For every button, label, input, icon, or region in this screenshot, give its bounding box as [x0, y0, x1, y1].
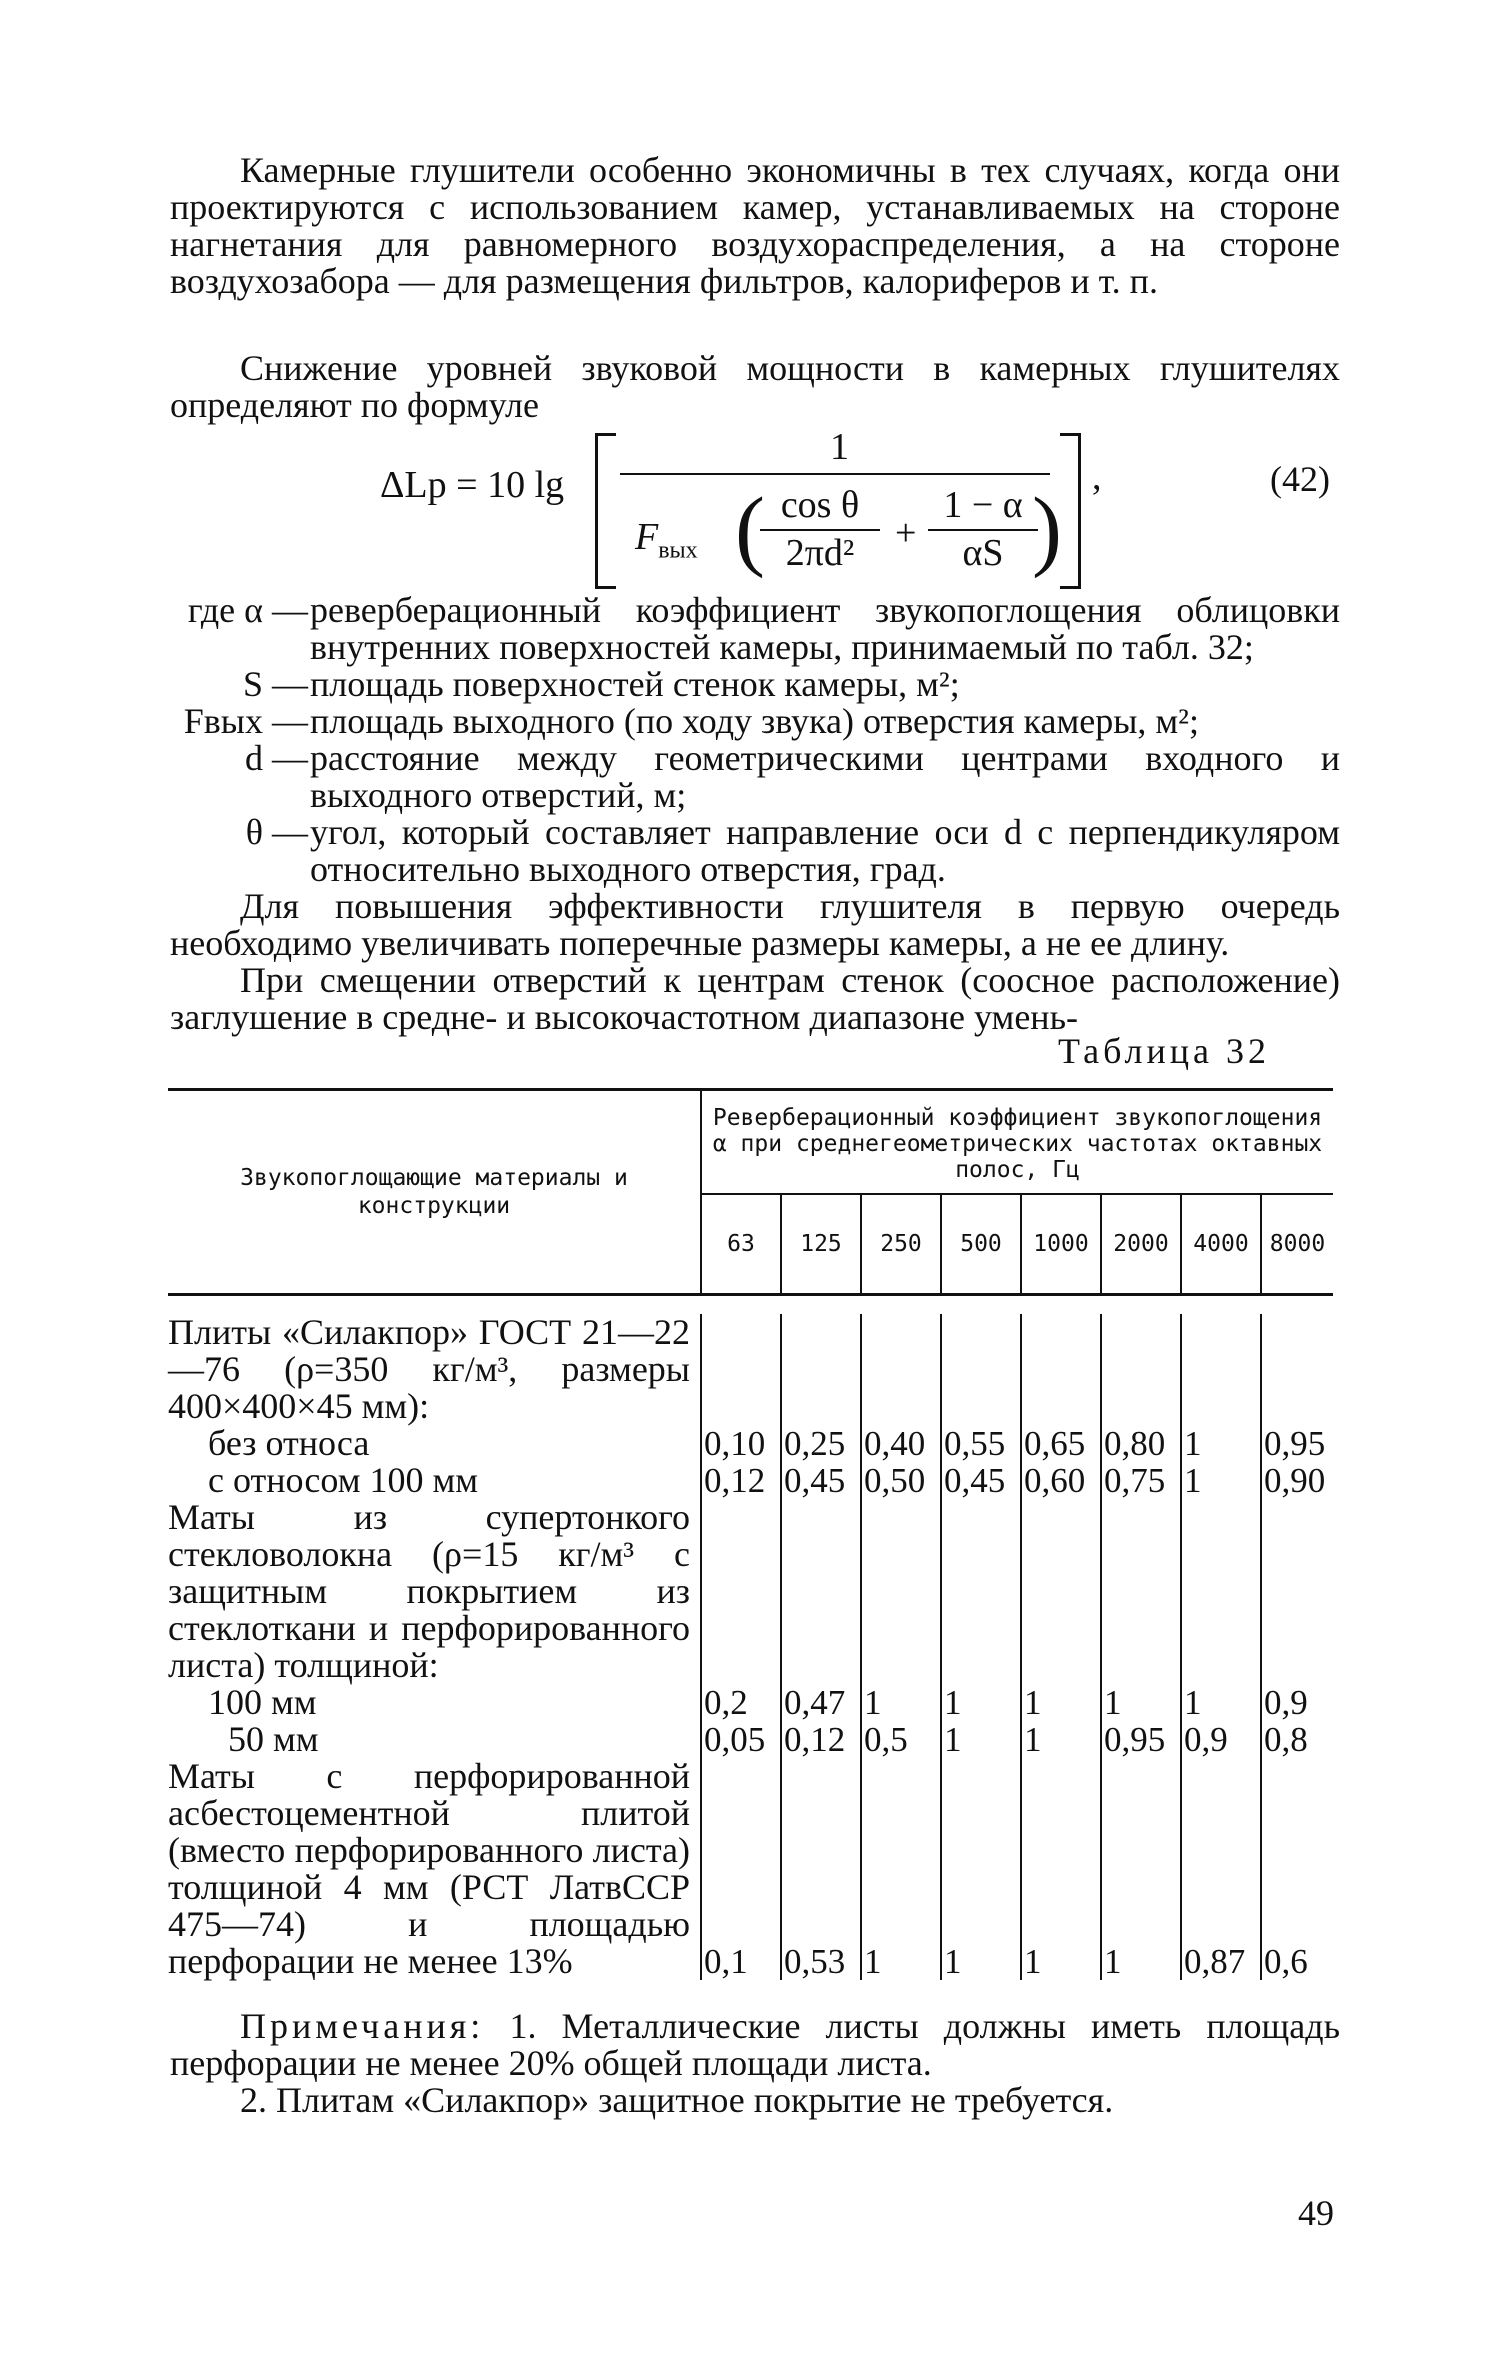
cell-value: 1 [1181, 1425, 1261, 1462]
cell-value: 1 [1101, 1684, 1181, 1721]
cell-value: 0,2 [701, 1684, 781, 1721]
def-symbol: Fвых — [183, 701, 308, 741]
def-text: расстояние между геометрическими центрами входного и выходного отверстий, м; [310, 738, 1340, 815]
cell-value: 0,50 [861, 1462, 941, 1499]
row-label: 100 мм [168, 1684, 701, 1721]
table-row [168, 1462, 1333, 1499]
right-bracket [1060, 433, 1081, 589]
material-asbestos: Маты с перфорированной асбестоцементной плитой (вместо перфорированного листа) толщиной 4 мм (РСТ ЛатвССР 475—74) и площадью перфорации не менее 13% [168, 1758, 701, 1980]
header-materials: Звукопоглощающие материалы и конструкции [168, 1090, 701, 1295]
paragraph-1 [170, 152, 1340, 300]
open-paren: ( [735, 480, 765, 579]
fvyh-letter: F [635, 516, 659, 558]
freq-63: 63 [701, 1194, 781, 1295]
formula-fvyh [635, 515, 698, 565]
cell-value: 0,80 [1101, 1425, 1181, 1462]
frac2-num: 1 − α [928, 483, 1038, 531]
notes [170, 2008, 1340, 2119]
cell-value: 0,87 [1181, 1758, 1261, 1980]
freq-250: 250 [861, 1194, 941, 1295]
paragraph-4 [170, 962, 1340, 1036]
cell-value: 1 [1181, 1684, 1261, 1721]
table-32 [168, 1088, 1333, 1980]
header-coefficient: Реверберационный коэффициент звукопоглощения α при среднегеометрических частотах октавных полос, Гц [701, 1090, 1333, 1195]
cell-value: 1 [1101, 1758, 1181, 1980]
cell-value: 0,6 [1264, 1942, 1308, 1981]
cell-value: 0,47 [781, 1684, 861, 1721]
plus-sign: + [895, 512, 917, 554]
cell-value: 0,8 [1264, 1720, 1308, 1759]
freq-1000: 1000 [1021, 1194, 1101, 1295]
cell-value: 0,45 [781, 1462, 861, 1499]
formula-comma: , [1092, 456, 1102, 498]
def-symbol: d — [245, 738, 308, 778]
row-label: без относа [168, 1425, 701, 1462]
fraction-alpha [928, 483, 1038, 575]
table-row [168, 1499, 1333, 1684]
paragraph-1-text: Камерные глушители особенно экономичны в тех случаях, когда они проектируются с использованием камер, устанавливаемых на стороне нагнетания для равномерного воздухораспределения, а на стороне воздухозабора — для размещения фильтров, калориферов и т. п. [170, 150, 1340, 301]
frac2-den: αS [962, 532, 1004, 574]
note-1 [170, 2008, 1340, 2082]
table-row [168, 1684, 1333, 1721]
cell-value: 0,10 [701, 1425, 781, 1462]
material-silakpor: Плиты «Силакпор» ГОСТ 21—22—76 (ρ=350 кг/м³, размеры 400×400×45 мм): [168, 1314, 701, 1425]
cell-value: 1 [941, 1721, 1021, 1758]
cell-value: 1 [1181, 1462, 1261, 1499]
freq-4000: 4000 [1181, 1194, 1261, 1295]
paragraph-2 [170, 350, 1340, 424]
left-bracket [595, 433, 616, 589]
row-label: 50 мм [168, 1721, 701, 1758]
def-text: реверберационный коэффициент звукопоглощения облицовки внутренних поверхностей камеры, принимаемый по табл. 32; [310, 590, 1340, 667]
close-paren: ) [1032, 480, 1062, 579]
formula-42 [380, 425, 1102, 590]
def-symbol: θ — [245, 812, 308, 852]
definitions [170, 592, 1340, 1036]
paragraph-2-text: Снижение уровней звуковой мощности в камерных глушителях определяют по формуле [170, 348, 1340, 425]
def-text: площадь выходного (по ходу звука) отверстия камеры, м²; [310, 701, 1199, 741]
def-symbol: где α — [187, 590, 308, 630]
cell-value: 0,45 [941, 1462, 1021, 1499]
formula-lhs: ΔLp = 10 lg [380, 464, 565, 506]
cell-value: 0,60 [1021, 1462, 1101, 1499]
cell-value: 1 [1021, 1684, 1101, 1721]
freq-8000: 8000 [1269, 1231, 1326, 1257]
cell-value: 1 [1021, 1721, 1101, 1758]
formula-numerator: 1 [830, 426, 849, 468]
definition-fvyh [170, 703, 1340, 740]
table-caption: Таблица 32 [1058, 1031, 1270, 1071]
table-row [168, 1425, 1333, 1462]
cell-value: 0,55 [941, 1425, 1021, 1462]
cell-value: 0,95 [1264, 1424, 1326, 1463]
def-text: площадь поверхностей стенок камеры, м²; [310, 664, 960, 704]
freq-2000: 2000 [1101, 1194, 1181, 1295]
freq-500: 500 [941, 1194, 1021, 1295]
fraction-bar [620, 473, 1050, 475]
fraction-cos [760, 483, 880, 575]
cell-value: 1 [861, 1758, 941, 1980]
definition-theta [170, 814, 1340, 888]
definition-s [170, 666, 1340, 703]
cell-value: 1 [861, 1684, 941, 1721]
cell-value: 0,12 [781, 1721, 861, 1758]
cell-value: 0,1 [701, 1758, 781, 1980]
cell-value: 1 [1021, 1758, 1101, 1980]
table-row [168, 1721, 1333, 1758]
note-1-text: 1. Металлические листы должны иметь площадь перфорации не менее 20% общей площади листа. [170, 2006, 1340, 2083]
page-number: 49 [1298, 2193, 1334, 2233]
material-glass-wool: Маты из супертонкого стекловолокна (ρ=15 кг/м³ с защитным покрытием из стеклоткани и перфорированного листа) толщиной: [168, 1499, 701, 1684]
note-2 [170, 2082, 1340, 2119]
cell-value: 0,75 [1101, 1462, 1181, 1499]
cell-value: 0,40 [861, 1425, 941, 1462]
definition-alpha [170, 592, 1340, 666]
cell-value: 0,53 [781, 1758, 861, 1980]
def-text: угол, который составляет направление оси d с перпендикуляром относительно выходного отверстия, град. [310, 812, 1340, 889]
definition-d [170, 740, 1340, 814]
paragraph-3-text: Для повышения эффективности глушителя в первую очередь необходимо увеличивать поперечные размеры камеры, а не ее длину. [170, 886, 1340, 963]
cell-value: 0,9 [1181, 1721, 1261, 1758]
def-symbol: S — [242, 664, 308, 704]
paragraph-3 [170, 888, 1340, 962]
table-row [168, 1314, 1333, 1425]
cell-value: 0,65 [1021, 1425, 1101, 1462]
cell-value: 1 [941, 1758, 1021, 1980]
frac1-num: cos θ [760, 483, 880, 531]
row-label: с относом 100 мм [168, 1462, 701, 1499]
cell-value: 0,90 [1264, 1461, 1326, 1500]
paragraph-4-text: При смещении отверстий к центрам стенок (соосное расположение) заглушение в средне- и высокочастотном диапазоне умень- [170, 960, 1340, 1037]
frac1-den: 2πd² [785, 532, 855, 574]
fvyh-sub: вых [658, 537, 698, 564]
notes-heading: Примечания: [240, 2006, 485, 2046]
equation-number: (42) [1270, 459, 1330, 499]
cell-value: 0,12 [701, 1462, 781, 1499]
cell-value: 0,9 [1264, 1683, 1308, 1722]
cell-value: 0,05 [701, 1721, 781, 1758]
note-2-text: 2. Плитам «Силакпор» защитное покрытие не требуется. [240, 2080, 1114, 2120]
cell-value: 1 [941, 1684, 1021, 1721]
cell-value: 0,95 [1101, 1721, 1181, 1758]
freq-125: 125 [781, 1194, 861, 1295]
cell-value: 0,5 [861, 1721, 941, 1758]
table-row [168, 1758, 1333, 1980]
cell-value: 0,25 [781, 1425, 861, 1462]
